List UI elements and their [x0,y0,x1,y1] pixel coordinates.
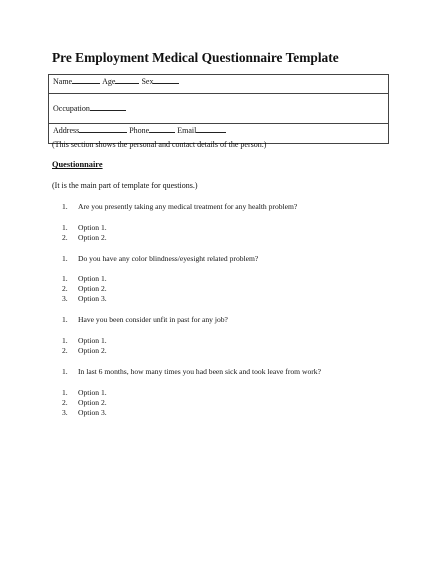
occupation-label: Occupation [53,104,90,113]
q4-option-2[interactable] [62,398,107,407]
question-1 [62,202,297,211]
sex-label: Sex [141,77,154,86]
address-field[interactable] [79,125,127,133]
phone-field[interactable] [149,125,175,133]
option-number: 2. [62,284,68,293]
option-label: Option 1. [78,274,107,283]
option-number: 3. [62,408,68,417]
option-label: Option 3. [78,408,107,417]
question-text: Are you presently taking any medical treatment for any health problem? [78,202,298,211]
option-number: 1. [62,223,68,232]
option-label: Option 2. [78,398,107,407]
question-2 [62,254,258,263]
address-label: Address [53,126,80,135]
name-field[interactable] [72,76,100,84]
info-row-name-age-sex [49,75,388,94]
sex-field[interactable] [153,76,179,84]
option-label: Option 2. [78,284,107,293]
option-label: Option 2. [78,346,107,355]
q4-option-3[interactable] [62,408,107,417]
email-label: Email [177,126,197,135]
name-label: Name [53,77,73,86]
option-number: 2. [62,398,68,407]
option-label: Option 1. [78,388,107,397]
question-number: 1. [62,315,68,324]
q2-option-1[interactable] [62,274,107,283]
q3-option-1[interactable] [62,336,107,345]
email-field[interactable] [196,125,226,133]
q2-option-2[interactable] [62,284,107,293]
info-row-occupation [49,94,388,124]
age-field[interactable] [115,76,139,84]
option-number: 2. [62,346,68,355]
option-number: 1. [62,388,68,397]
option-label: Option 1. [78,223,107,232]
q1-option-2[interactable] [62,233,107,242]
questionnaire-heading: Questionnaire [52,160,103,169]
option-label: Option 1. [78,336,107,345]
option-number: 3. [62,294,68,303]
option-number: 1. [62,274,68,283]
question-text: In last 6 months, how many times you had been sick and took leave from work? [78,367,321,376]
q2-option-3[interactable] [62,294,107,303]
question-4 [62,367,321,376]
q4-option-1[interactable] [62,388,107,397]
document-title: Pre Employment Medical Questionnaire Template [52,50,339,65]
option-number: 1. [62,336,68,345]
option-label: Option 2. [78,233,107,242]
questionnaire-intro: (It is the main part of template for questions.) [52,181,198,190]
occupation-field[interactable] [90,103,126,111]
section-note: (This section shows the personal and contact details of the person.) [52,140,267,149]
q1-option-1[interactable] [62,223,107,232]
phone-label: Phone [129,126,150,135]
question-number: 1. [62,202,68,211]
question-text: Have you been consider unfit in past for any job? [78,315,228,324]
option-label: Option 3. [78,294,107,303]
personal-details-table [48,74,389,144]
question-text: Do you have any color blindness/eyesight related problem? [78,254,259,263]
q3-option-2[interactable] [62,346,107,355]
question-number: 1. [62,367,68,376]
question-number: 1. [62,254,68,263]
age-label: Age [102,77,116,86]
option-number: 2. [62,233,68,242]
question-3 [62,315,228,324]
